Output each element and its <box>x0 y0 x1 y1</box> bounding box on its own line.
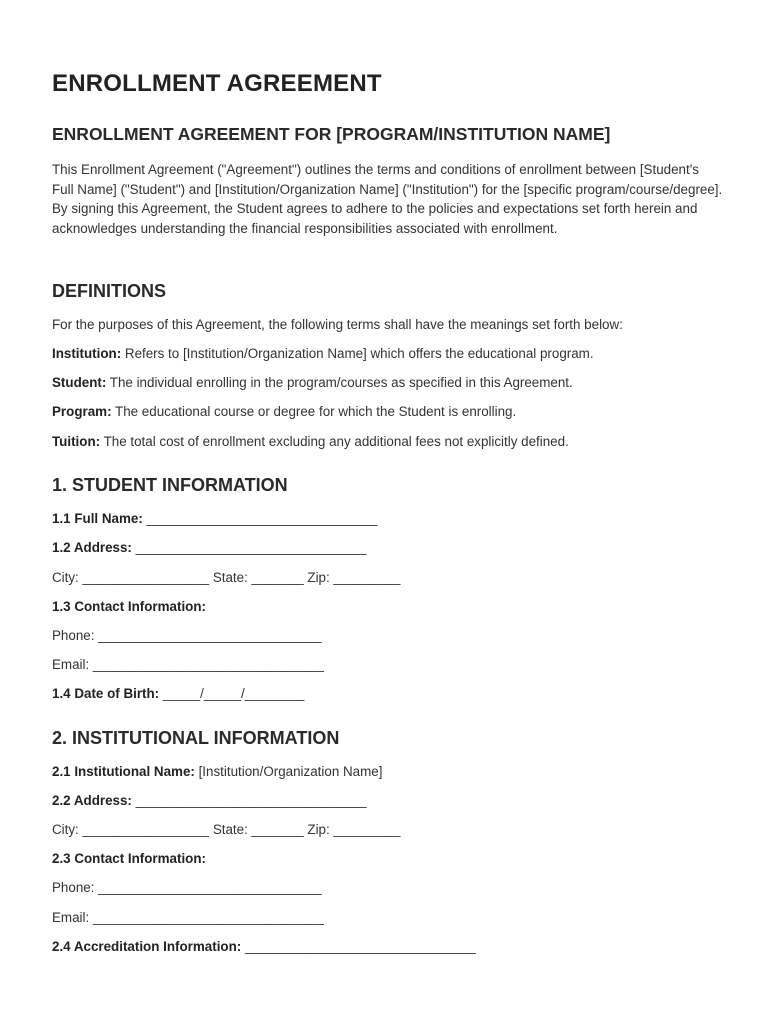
student-phone-field[interactable]: Phone: ______________________________ <box>52 628 322 643</box>
definitions-heading: DEFINITIONS <box>52 281 167 301</box>
field-label: 1.4 Date of Birth: <box>52 686 160 701</box>
student-city-state-zip-field[interactable]: City: _________________ State: _______ Zip: _________ <box>52 570 401 585</box>
definition-text: Refers to [Institution/Organization Name] which offers the educational program. <box>121 346 594 361</box>
institutional-information-heading: 2. INSTITUTIONAL INFORMATION <box>52 728 340 748</box>
definitions-lead: For the purposes of this Agreement, the following terms shall have the meanings set forth below: <box>52 317 623 332</box>
definition-item-institution <box>52 346 594 361</box>
student-information-heading: 1. STUDENT INFORMATION <box>52 475 288 495</box>
student-email-field[interactable]: Email: _______________________________ <box>52 657 324 672</box>
field-label: 1.3 Contact Information: <box>52 599 206 614</box>
definition-item-program <box>52 404 516 419</box>
field-label: 1.1 Full Name: <box>52 511 143 526</box>
definition-text: The total cost of enrollment excluding any additional fees not explicitly defined. <box>100 434 569 449</box>
field-label: 2.2 Address: <box>52 793 132 808</box>
institution-address-field[interactable] <box>52 793 366 808</box>
definition-term: Program: <box>52 404 112 419</box>
definition-text: The educational course or degree for which the Student is enrolling. <box>111 404 517 419</box>
blank-line[interactable]: _______________________________ <box>142 511 378 526</box>
definition-term: Tuition: <box>52 434 101 449</box>
institution-phone-field[interactable]: Phone: ______________________________ <box>52 880 322 895</box>
student-dob-field[interactable] <box>52 686 304 701</box>
definition-item-tuition <box>52 434 569 449</box>
blank-line[interactable]: _______________________________ <box>131 793 367 808</box>
definition-item-student <box>52 375 573 390</box>
document-title: ENROLLMENT AGREEMENT <box>52 70 382 97</box>
field-label: 2.1 Institutional Name: <box>52 764 195 779</box>
student-full-name-field[interactable] <box>52 511 377 526</box>
blank-line[interactable]: _______________________________ <box>131 540 367 555</box>
intro-paragraph: This Enrollment Agreement ("Agreement") outlines the terms and conditions of enrollment between [Student's Full Name] ("Student") and [Institution/Organization Name] ("Institution") for the [specific program/course/degree]. By signing this Agreement, the Student agrees to adhere to the policies and expectations set forth herein and acknowledges understanding the financial responsibilities associated with enrollment. <box>52 162 723 236</box>
definition-text: The individual enrolling in the program/courses as specified in this Agreement. <box>106 375 573 390</box>
institution-contact-label <box>52 851 206 866</box>
field-label: 1.2 Address: <box>52 540 132 555</box>
institution-city-state-zip-field[interactable]: City: _________________ State: _______ Zip: _________ <box>52 822 401 837</box>
document-subtitle: ENROLLMENT AGREEMENT FOR [PROGRAM/INSTITUTION NAME] <box>52 124 611 144</box>
institution-accreditation-field[interactable] <box>52 939 476 954</box>
institution-email-field[interactable]: Email: _______________________________ <box>52 910 324 925</box>
definition-term: Student: <box>52 375 107 390</box>
field-value: [Institution/Organization Name] <box>194 764 383 779</box>
institution-name-field <box>52 764 382 779</box>
field-label: 2.4 Accreditation Information: <box>52 939 242 954</box>
field-label: 2.3 Contact Information: <box>52 851 206 866</box>
student-contact-label <box>52 599 206 614</box>
blank-line[interactable]: _____/_____/________ <box>159 686 305 701</box>
definition-term: Institution: <box>52 346 122 361</box>
blank-line[interactable]: _______________________________ <box>241 939 476 954</box>
student-address-field[interactable] <box>52 540 366 555</box>
